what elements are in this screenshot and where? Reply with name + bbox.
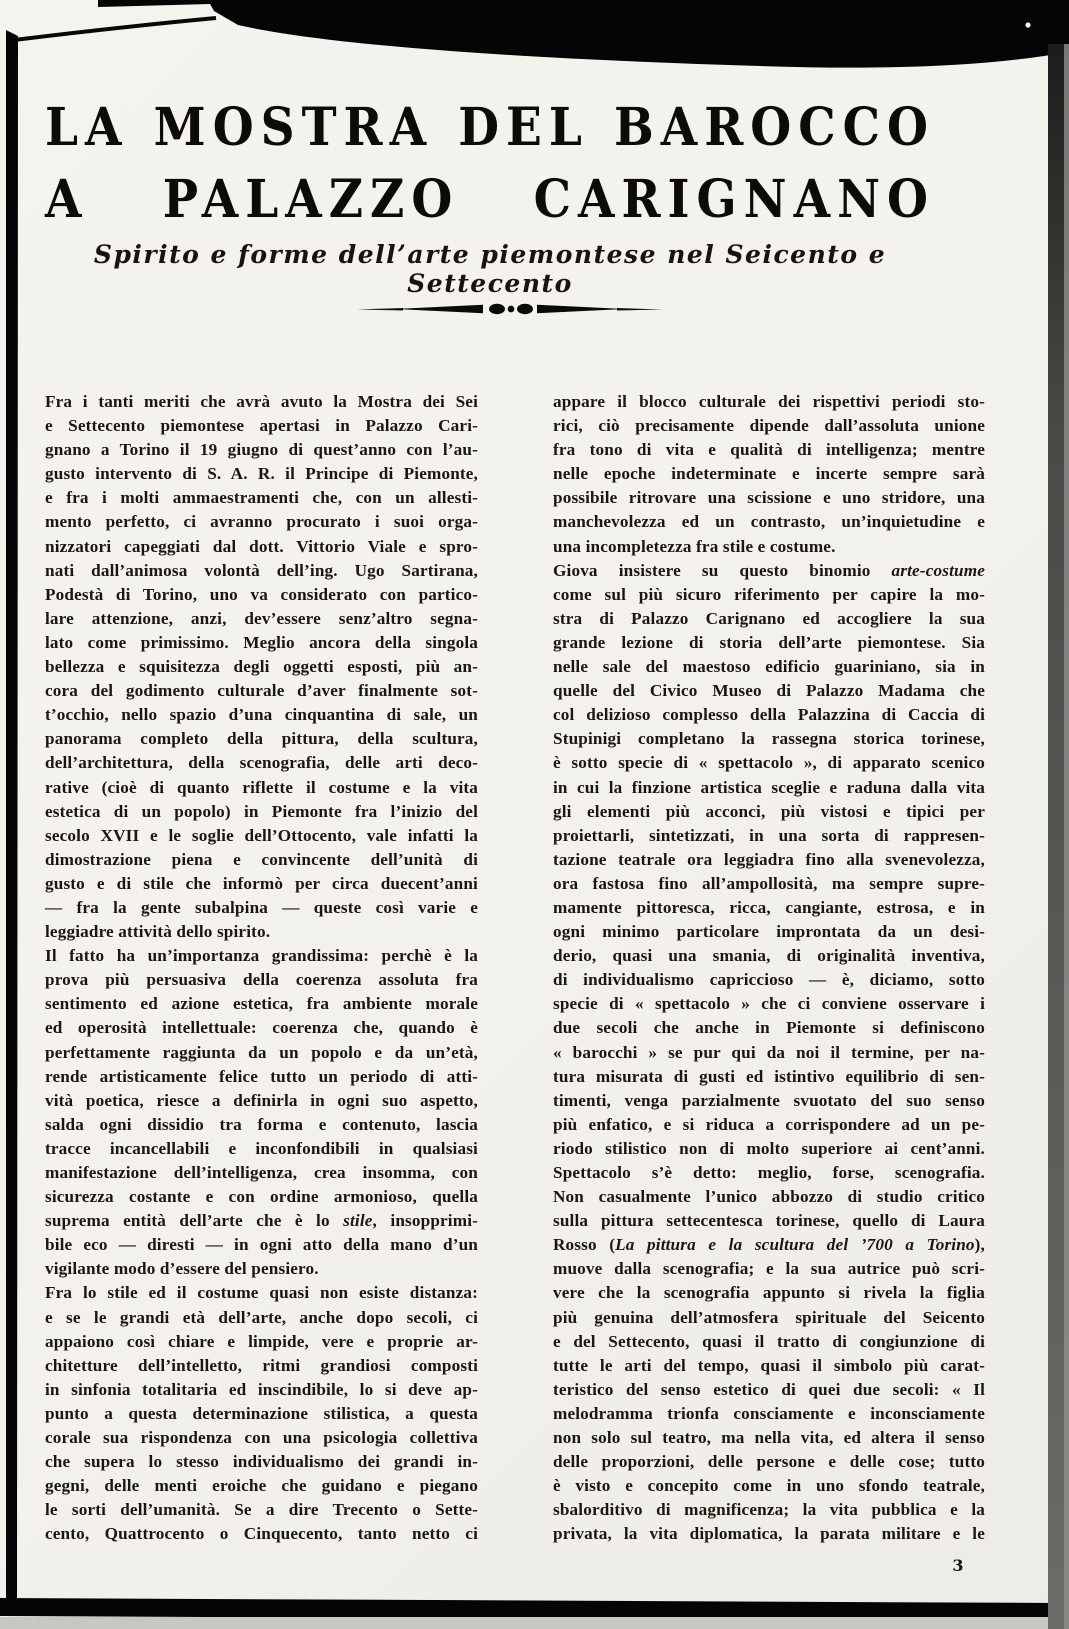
- text-line: è sotto specie di « spettacolo », di apparato scenico: [553, 753, 985, 773]
- text-line: gusto intervento di S. A. R. il Principe di Piemonte,: [45, 464, 478, 484]
- text-line: nati dall’animosa volontà dell’ing. Ugo Sartirana,: [45, 560, 478, 580]
- text-line: bile eco — diresti — in ogni atto della mano d’un: [45, 1235, 478, 1255]
- text-line: che supera lo stesso individualismo dei grandi in-: [45, 1452, 478, 1472]
- text-line: grande lezione di storia dell’arte piemontese. Sia: [553, 632, 985, 652]
- text-line: possibile ritrovare una scissione e uno stridore, una: [553, 488, 985, 508]
- text-line: cora del godimento culturale d’aver finalmente sot-: [45, 681, 478, 701]
- text-line: tura misurata di gusti ed istintivo equilibrio di sen-: [553, 1066, 985, 1086]
- text-line: Non casualmente l’unico abbozzo di studio critico: [553, 1187, 985, 1207]
- text-line: dell’architettura, della scenografia, delle arti deco-: [45, 753, 478, 773]
- text-line: teristico del senso estetico di quei due secoli: « Il: [553, 1379, 985, 1399]
- text-line: Stupinigi completano la rassegna storica torinese,: [553, 729, 985, 749]
- text-line: le sorti dell’umanità. Se a dire Trecento o Sette-: [45, 1500, 478, 1520]
- text-line: Fra i tanti meriti che avrà avuto la Mostra dei Sei: [45, 392, 478, 411]
- text-line: ora fastosa fino all’ampollosità, ma sempre supre-: [553, 873, 985, 893]
- text-line: punto a questa determinazione stilistica, a questa: [45, 1403, 478, 1423]
- text-line: muove dalla scenografia; e la sua autrice può scri-: [553, 1259, 985, 1279]
- text-line: sulla pittura settecentesca torinese, quello di Laura: [553, 1211, 985, 1231]
- text-line: di individualismo capriccioso — è, diciamo, sotto: [553, 970, 985, 990]
- text-line: gusto e di stile che informò per circa duecent’anni: [45, 873, 478, 893]
- text-line: e fra i molti ammaestramenti che, con un allesti-: [45, 488, 478, 508]
- text-line: lato come primissimo. Meglio ancora della singola: [45, 632, 478, 652]
- text-line: tracce incancellabili e inconfondibili in qualsiasi: [45, 1138, 478, 1158]
- article-title-line2: A PALAZZO CARIGNANO: [45, 168, 935, 231]
- article-body: [45, 390, 985, 1547]
- text-line: derio, quasi una smania, di originalità inventiva,: [553, 946, 985, 966]
- page-number: 3: [952, 1556, 964, 1575]
- text-line: estetica di un popolo) in Piemonte fra l’inizio del: [45, 801, 478, 821]
- text-line: t’occhio, nello spazio d’una cinquantina di sale, un: [45, 705, 478, 725]
- text-line: sicurezza costante e con ordine armonioso, quella: [45, 1187, 478, 1207]
- text-line: non solo sul teatro, ma nella vita, ed altera il senso: [553, 1428, 985, 1448]
- text-line: vità poetica, riesce a definirla in ogni suo aspetto,: [45, 1090, 478, 1110]
- text-line: leggiadre attività dello spirito.: [45, 922, 271, 942]
- text-line: rici, ciò precisamente dipende dall’assoluta unione: [553, 416, 985, 436]
- text-line: quelle del Civico Museo di Palazzo Madama che: [553, 681, 985, 701]
- text-line: due secoli che anche in Piemonte si definiscono: [553, 1018, 985, 1038]
- text-line: prova più persuasiva della coerenza assoluta fra: [45, 970, 478, 990]
- text-line: delle proporzioni, delle persone e delle cose; tutto: [553, 1452, 985, 1472]
- text-line: lare attenzione, anzi, dev’essere senz’altro segna-: [45, 608, 478, 628]
- text-line: stra di Palazzo Carignano ed accogliere la sua: [553, 608, 985, 628]
- article-title-line1: LA MOSTRA DEL BAROCCO: [45, 96, 935, 159]
- article-subtitle: Spirito e forme dell’arte piemontese nel Seicento e Settecento: [93, 240, 887, 298]
- text-line: appaiono così chiare e limpide, vere e proprie ar-: [45, 1331, 478, 1351]
- text-line: come sul più sicuro riferimento per capire la mo-: [553, 584, 985, 604]
- text-line: mamente pittoresca, ricca, cangiante, estrosa, e in: [553, 897, 985, 917]
- text-line: vere che la scenografia appunto si rivela la figlia: [553, 1283, 985, 1303]
- text-line: col delizioso complesso della Palazzina di Caccia di: [553, 705, 985, 725]
- left-column: [45, 390, 478, 1547]
- text-line: Il fatto ha un’importanza grandissima: perchè è la: [45, 946, 478, 966]
- text-line: e del Settecento, quasi il tratto di congiunzione di: [553, 1331, 985, 1351]
- text-line: più genuina dell’atmosfera spirituale del Seicento: [553, 1307, 985, 1327]
- text-line: mento perfetto, ci avranno procurato i suoi orga-: [45, 512, 478, 532]
- text-line: corale sua rispondenza con una psicologia collettiva: [45, 1428, 478, 1448]
- text-line: gli elementi più acconci, più vistosi e tipici per: [553, 801, 985, 821]
- text-line: fra tono di vita e qualità di intelligenza; mentre: [553, 440, 985, 460]
- text-line: nelle epoche indeterminate e incerte sempre sarà: [553, 464, 985, 484]
- text-line: specie di « spettacolo » che ci conviene osservare i: [553, 994, 985, 1014]
- text-line: manchevolezza ed un contrasto, un’inquietudine e: [553, 512, 985, 532]
- text-line: appare il blocco culturale dei rispettivi periodi sto-: [553, 392, 985, 411]
- text-line: — fra la gente subalpina — queste così varie e: [45, 897, 478, 917]
- text-line: rative (cioè di quanto riflette il costume e la vita: [45, 777, 478, 797]
- text-line: sbalorditivo di magnificenza; la vita pubblica e la: [553, 1500, 985, 1520]
- text-line: gegni, delle menti eroiche che guidano e piegano: [45, 1476, 478, 1496]
- text-line: suprema entità dell’arte che è lo stile, insopprimi-: [45, 1211, 479, 1231]
- text-line: Rosso (La pittura e la scultura del ’700 a Torino),: [553, 1235, 985, 1255]
- text-line: timenti, venga parzialmente svuotato del suo senso: [553, 1090, 985, 1110]
- text-line: chitetture dell’intelletto, ritmi grandiosi composti: [45, 1355, 478, 1375]
- text-line: panorama completo della pittura, della scultura,: [45, 729, 478, 749]
- paragraph: [45, 1281, 478, 1546]
- text-line: Giova insistere su questo binomio arte-costume: [553, 560, 985, 580]
- text-line: ed operosità intellettuale: coerenza che, quando è: [45, 1018, 478, 1038]
- text-line: melodramma trionfa consciamente e inconsciamente: [553, 1403, 985, 1423]
- text-line: in sinfonia totalitaria ed inscindibile, lo si deve ap-: [45, 1379, 478, 1399]
- text-line: privata, la vita diplomatica, la parata militare e le: [553, 1524, 985, 1544]
- text-line: vigilante modo d’essere del pensiero.: [45, 1259, 319, 1279]
- text-line: in cui la finzione artistica sceglie e raduna dalla vita: [553, 777, 985, 797]
- text-line: sentimento ed azione estetica, fra ambiente morale: [45, 994, 478, 1014]
- text-line: ogni minimo particolare improntata da un desi-: [553, 922, 985, 942]
- text-line: più enfatico, e si riduca a corrispondere ad un pe-: [553, 1114, 985, 1134]
- text-line: tazione teatrale ora leggiadra fino alla svenevolezza,: [553, 849, 985, 869]
- paragraph: [45, 390, 478, 944]
- text-line: manifestazione dell’intelligenza, crea insomma, con: [45, 1163, 478, 1182]
- paragraph: [45, 944, 478, 1281]
- paragraph: [553, 390, 985, 559]
- text-line: rende artisticamente felice tutto un periodo di atti-: [45, 1066, 478, 1086]
- text-line: tutte le arti del tempo, quasi il simbolo più carat-: [553, 1355, 985, 1375]
- text-line: riodo stilistico non di molto superiore ai cent’anni.: [553, 1138, 985, 1158]
- text-line: Spettacolo s’è detto: meglio, forse, scenografia.: [553, 1163, 985, 1182]
- text-line: perfettamente raggiunta da un popolo e da un’età,: [45, 1042, 478, 1062]
- text-line: cento, Quattrocento o Cinquecento, tanto netto ci: [45, 1524, 478, 1544]
- text-line: e se le grandi età dell’arte, anche dopo secoli, ci: [45, 1307, 478, 1327]
- text-line: secolo XVII e le soglie dell’Ottocento, vale infatti la: [45, 825, 478, 845]
- text-line: e Settecento piemontese apertasi in Palazzo Cari-: [45, 416, 478, 436]
- text-line: proiettarli, sintetizzati, in una sorta di rappresen-: [553, 825, 985, 845]
- right-column: [553, 390, 985, 1547]
- text-line: nelle sale del maestoso edificio guariniano, sia in: [553, 657, 985, 677]
- text-line: Podestà di Torino, uno va considerato con partico-: [45, 584, 478, 604]
- text-line: Fra lo stile ed il costume quasi non esiste distanza:: [45, 1283, 478, 1303]
- text-line: « barocchi » se pur qui da noi il termine, per na-: [553, 1042, 985, 1062]
- text-line: bellezza e squisitezza degli oggetti esposti, più an-: [45, 657, 478, 677]
- divider-ornament-icon: [355, 300, 665, 318]
- text-line: una incompletezza fra stile e costume.: [553, 536, 836, 556]
- text-line: è visto e concepito come in uno sfondo teatrale,: [553, 1476, 985, 1496]
- paragraph: [553, 559, 985, 1547]
- text-line: gnano a Torino il 19 giugno di quest’anno con l’au-: [45, 440, 478, 460]
- text-line: dimostrazione piena e convincente dell’unità di: [45, 849, 478, 869]
- text-line: salda ogni dissidio tra forma e contenuto, lascia: [45, 1114, 478, 1134]
- text-line: nizzatori capeggiati dal dott. Vittorio Viale e spro-: [45, 536, 478, 556]
- article-title: [45, 88, 935, 232]
